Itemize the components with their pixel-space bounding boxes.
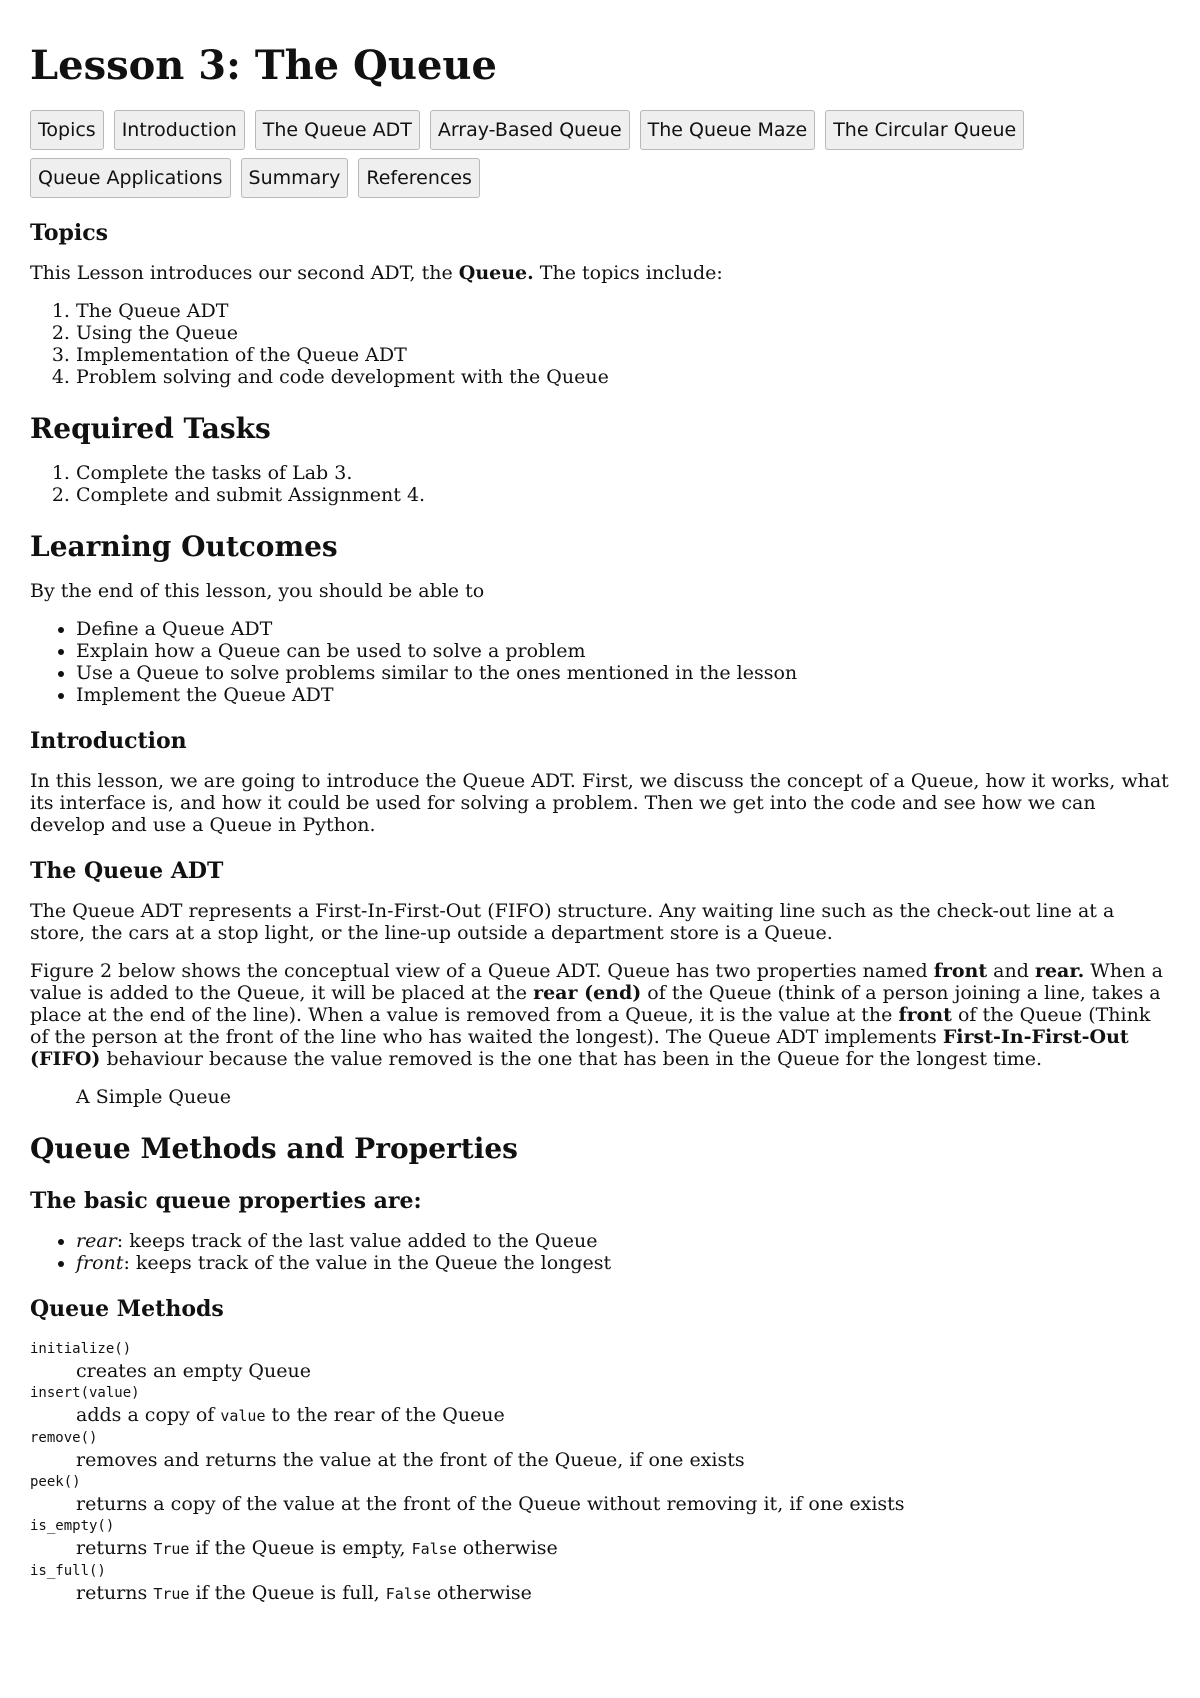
inline-code: True <box>153 1585 190 1603</box>
properties-list <box>30 1230 1170 1274</box>
learning-outcomes-intro: By the end of this lesson, you should be able to <box>30 580 485 602</box>
inline-code: False <box>385 1585 431 1603</box>
list-item <box>76 1252 1170 1274</box>
queue-adt-heading: The Queue ADT <box>30 858 224 884</box>
topics-intro-text: This Lesson introduces our second ADT, the <box>30 262 459 284</box>
list-item: 1. The Queue ADT <box>76 300 1170 322</box>
lesson-nav <box>30 110 1110 198</box>
text-run: Figure 2 below shows the conceptual view of a Queue ADT. Queue has two properties named <box>30 960 934 982</box>
text-run: and <box>987 960 1035 982</box>
method-description <box>76 1582 1170 1605</box>
text-run: otherwise <box>456 1537 558 1559</box>
required-tasks-list <box>30 462 1170 506</box>
text-run: of the Queue (Think of the person at the front of the line who has waited the longest). The Queue ADT implements <box>30 1004 1151 1048</box>
list-item: 4. Problem solving and code development with the Queue <box>76 366 1170 388</box>
topics-intro-bold: Queue. <box>458 262 534 284</box>
property-name: front <box>76 1252 124 1274</box>
topics-section <box>30 220 1170 388</box>
list-item: 2. Complete and submit Assignment 4. <box>76 484 1170 506</box>
topics-heading: Topics <box>30 220 109 246</box>
method-signature: peek() <box>30 1474 81 1490</box>
bold-run: front <box>933 960 988 982</box>
required-tasks-section <box>30 412 1170 506</box>
method-description: returns a copy of the value at the front of the Queue without removing it, if one exists <box>76 1493 905 1515</box>
tab-queue-applications[interactable]: Queue Applications <box>30 158 231 198</box>
text-run: adds a copy of <box>76 1404 221 1426</box>
method-description <box>76 1537 1170 1560</box>
learning-outcomes-heading: Learning Outcomes <box>30 530 338 563</box>
list-item: 2. Using the Queue <box>76 322 1170 344</box>
list-item: 3. Implementation of the Queue ADT <box>76 344 1170 366</box>
methods-list <box>30 1338 1170 1605</box>
required-tasks-heading: Required Tasks <box>30 412 271 445</box>
method-signature: is_full() <box>30 1563 106 1579</box>
inline-code: False <box>411 1540 457 1558</box>
text-run: if the Queue is empty, <box>189 1537 412 1559</box>
bold-run: rear (end) <box>533 982 642 1004</box>
list-item: 1. Complete the tasks of Lab 3. <box>76 462 1170 484</box>
text-run: if the Queue is full, <box>189 1582 386 1604</box>
tab-topics[interactable]: Topics <box>30 110 104 150</box>
topics-intro <box>30 262 1170 284</box>
text-run: returns <box>76 1537 154 1559</box>
text-run: to the rear of the Queue <box>265 1404 505 1426</box>
introduction-text: In this lesson, we are going to introduce the Queue ADT. First, we discuss the concept of a Queue, how it works, what its interface is, and how it could be used for solving a problem. Then we get into the code and see how we can develop and use a Queue in Python. <box>30 770 1169 836</box>
tab-queue-adt[interactable]: The Queue ADT <box>255 110 420 150</box>
method-signature: insert(value) <box>30 1385 140 1401</box>
tab-references[interactable]: References <box>358 158 480 198</box>
list-item <box>76 1230 1170 1252</box>
tab-queue-maze[interactable]: The Queue Maze <box>640 110 816 150</box>
figure-caption: A Simple Queue <box>76 1086 231 1108</box>
bold-run: rear. <box>1034 960 1085 982</box>
queue-adt-section <box>30 858 1170 1108</box>
property-desc: : keeps track of the last value added to the Queue <box>116 1230 598 1252</box>
tab-introduction[interactable]: Introduction <box>114 110 245 150</box>
method-signature: is_empty() <box>30 1518 115 1534</box>
property-name: rear <box>76 1230 117 1252</box>
method-description: creates an empty Queue <box>76 1360 311 1382</box>
learning-outcomes-list <box>30 618 1170 706</box>
list-item: • Explain how a Queue can be used to solve a problem <box>76 640 1170 662</box>
tab-circular-queue[interactable]: The Circular Queue <box>825 110 1024 150</box>
introduction-section <box>30 728 1170 836</box>
method-signature: remove() <box>30 1430 98 1446</box>
list-item: • Define a Queue ADT <box>76 618 1170 640</box>
introduction-heading: Introduction <box>30 728 187 754</box>
inline-code: value <box>220 1407 266 1425</box>
queue-adt-figure-paragraph <box>30 960 1170 1070</box>
bold-run: First-In-First-Out (FIFO) <box>30 1026 1129 1070</box>
text-run: returns <box>76 1582 154 1604</box>
topics-list <box>30 300 1170 388</box>
method-signature: initialize() <box>30 1341 132 1357</box>
methods-heading: Queue Methods <box>30 1296 224 1322</box>
methods-properties-section <box>30 1132 1170 1605</box>
properties-heading: The basic queue properties are: <box>30 1188 422 1214</box>
text-run: otherwise <box>430 1582 532 1604</box>
queue-adt-paragraph: The Queue ADT represents a First-In-First-Out (FIFO) structure. Any waiting line such as the check-out line at a store, the cars at a stop light, or the line-up outside a department store is a Queue. <box>30 900 1115 944</box>
text-run: When a value is added to the Queue, it will be placed at the <box>30 960 1163 1004</box>
learning-outcomes-section <box>30 530 1170 706</box>
text-run: behaviour because the value removed is the one that has been in the Queue for the longest time. <box>100 1048 1043 1070</box>
methods-properties-heading: Queue Methods and Properties <box>30 1132 518 1165</box>
page-title: Lesson 3: The Queue <box>30 42 497 89</box>
tab-array-based-queue[interactable]: Array-Based Queue <box>430 110 630 150</box>
list-item: • Use a Queue to solve problems similar to the ones mentioned in the lesson <box>76 662 1170 684</box>
property-desc: : keeps track of the value in the Queue the longest <box>123 1252 612 1274</box>
topics-intro-tail: The topics include: <box>533 262 723 284</box>
inline-code: True <box>153 1540 190 1558</box>
bold-run: front <box>898 1004 952 1026</box>
list-item: • Implement the Queue ADT <box>76 684 1170 706</box>
method-description: removes and returns the value at the front of the Queue, if one exists <box>76 1449 745 1471</box>
method-description <box>76 1404 1170 1427</box>
tab-summary[interactable]: Summary <box>241 158 349 198</box>
text-run: of the Queue (think of a person joining a line, takes a place at the end of the line). When a value is removed from a Queue, it is the value at the <box>30 982 1161 1026</box>
